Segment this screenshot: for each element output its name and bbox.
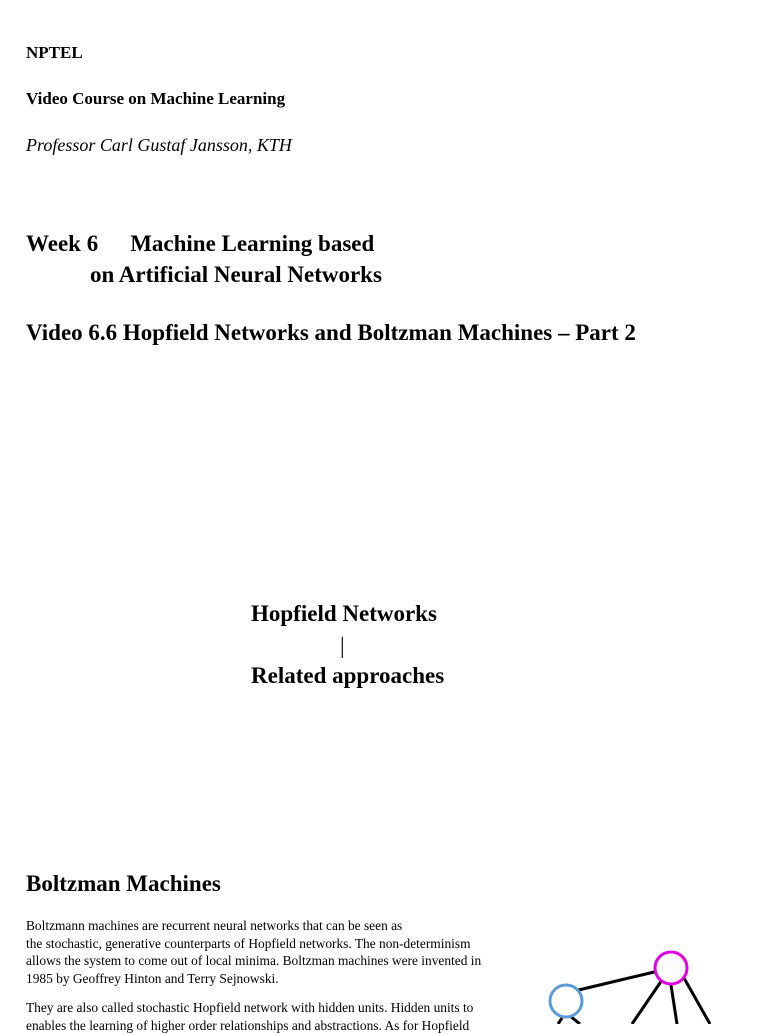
organization-label: NPTEL bbox=[26, 43, 83, 63]
section-heading: Boltzman Machines bbox=[26, 871, 221, 897]
paragraph-line: They are also called stochastic Hopfield network with hidden units. Hidden units to bbox=[26, 999, 526, 1017]
network-edge bbox=[671, 985, 677, 1024]
week-title-line2: on Artificial Neural Networks bbox=[26, 259, 382, 290]
outline-topic: Hopfield Networks bbox=[251, 601, 437, 627]
hidden-unit-node bbox=[550, 985, 582, 1017]
visible-unit-node bbox=[655, 952, 687, 984]
outline-related: Related approaches bbox=[251, 663, 444, 689]
network-edge bbox=[684, 978, 710, 1024]
week-title-line1: Machine Learning based bbox=[130, 231, 374, 256]
week-heading bbox=[26, 228, 382, 290]
paragraph-line: 1985 by Geoffrey Hinton and Terry Sejnowski. bbox=[26, 970, 526, 988]
outline-separator: | bbox=[340, 633, 345, 659]
paragraph-line: enables the learning of higher order relationships and abstractions. As for Hopfield bbox=[26, 1017, 526, 1034]
paragraph-intro bbox=[26, 917, 526, 987]
boltzmann-network-diagram bbox=[540, 940, 768, 1024]
paragraph-line: the stochastic, generative counterparts of Hopfield networks. The non-determinism bbox=[26, 935, 526, 953]
course-title: Video Course on Machine Learning bbox=[26, 89, 285, 109]
paragraph-line: allows the system to come out of local minima. Boltzman machines were invented in bbox=[26, 952, 526, 970]
paragraph-hidden-units bbox=[26, 999, 526, 1034]
week-heading-line1 bbox=[26, 228, 382, 259]
network-edge bbox=[558, 1018, 562, 1024]
professor-name: Professor Carl Gustaf Jansson, KTH bbox=[26, 135, 292, 156]
week-label: Week 6 bbox=[26, 231, 98, 256]
video-title: Video 6.6 Hopfield Networks and Boltzman Machines – Part 2 bbox=[26, 320, 636, 346]
network-edge bbox=[632, 980, 662, 1024]
paragraph-line: Boltzmann machines are recurrent neural networks that can be seen as bbox=[26, 917, 526, 935]
